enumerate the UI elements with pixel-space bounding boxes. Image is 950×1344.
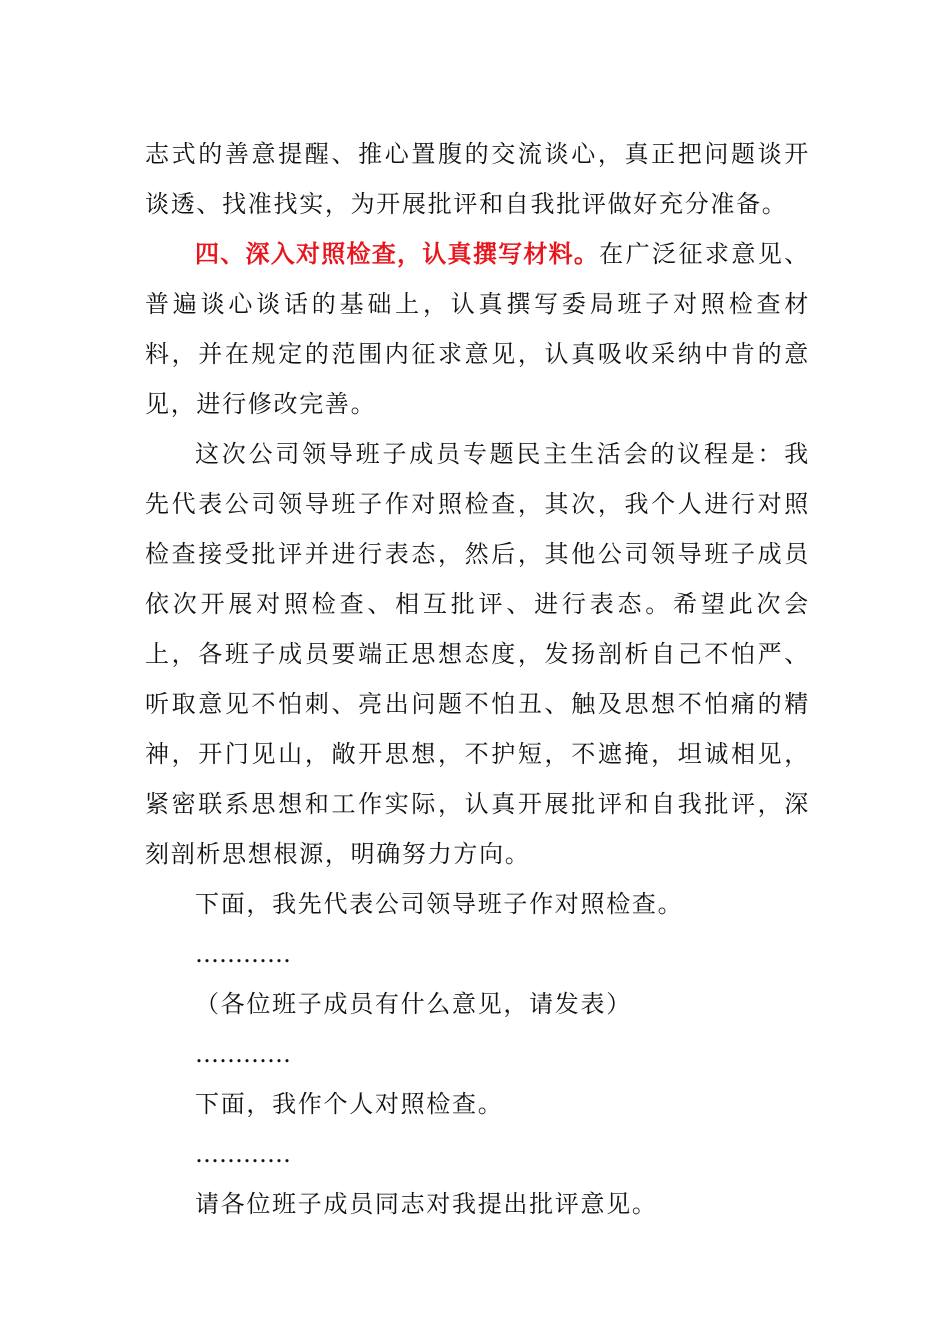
ellipsis-3: …………	[195, 1140, 291, 1168]
line-team-check: 下面，我先代表公司领导班子作对照检查。	[195, 890, 684, 918]
section-heading: 四、深入对照检查，认真撰写材料。	[195, 240, 600, 268]
line-personal-check: 下面，我作个人对照检查。	[195, 1090, 504, 1118]
line-request-criticism: 请各位班子成员同志对我提出批评意见。	[195, 1190, 658, 1218]
line-invite-opinions: （各位班子成员有什么意见，请发表）	[195, 990, 632, 1018]
section-body: 在广泛征求意见、普遍谈心谈话的基础上，认真撰写委局班子对照检查材料，并在规定的范围内征求意见，认真吸收采纳中肯的意见，进行修改完善。	[145, 240, 811, 418]
document-body	[145, 129, 810, 1229]
paragraph-continuation: 志式的善意提醒、推心置腹的交流谈心，真正把问题谈开谈透、找准找实，为开展批评和自我批评做好充分准备。	[145, 140, 810, 218]
paragraph-agenda: 这次公司领导班子成员专题民主生活会的议程是：我先代表公司领导班子作对照检查，其次，我个人进行对照检查接受批评并进行表态，然后，其他公司领导班子成员依次开展对照检查、相互批评、进行表态。希望此次会上，各班子成员要端正思想态度，发扬剖析自己不怕严、听取意见不怕刺、亮出问题不怕丑、触及思想不怕痛的精神，开门见山，敞开思想，不护短，不遮掩，坦诚相见，紧密联系思想和工作实际，认真开展批评和自我批评，深刻剖析思想根源，明确努力方向。	[145, 440, 810, 868]
paragraph-section-four	[145, 229, 810, 429]
ellipsis-1: …………	[195, 940, 291, 968]
ellipsis-2: …………	[195, 1040, 291, 1068]
